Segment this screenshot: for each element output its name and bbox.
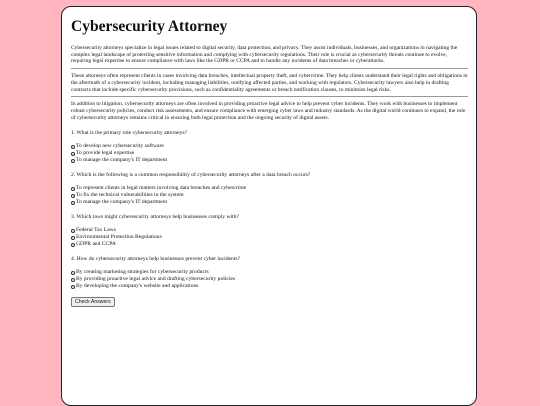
radio-button[interactable]: [71, 243, 75, 247]
radio-button[interactable]: [71, 201, 75, 205]
option-label: To represent clients in legal matters involving data breaches and cybercrime: [76, 185, 247, 192]
radio-button[interactable]: [71, 187, 75, 191]
litigation-paragraph: In addition to litigation, cybersecurity attorneys are often involved in providing proactive legal advice to help prevent cyber incidents. They work with businesses to implement robust cybersecurity policies, conduct risk assessments, and ensure compliance with emerging cyber laws and industry standards. As the digital world continues to expand, the role of cybersecurity attorneys remains critical in ensuring both legal protection and the ongoing security of digital assets.: [71, 101, 466, 121]
question-3-option-1[interactable]: [71, 227, 468, 234]
divider: [71, 68, 468, 69]
divider: [71, 96, 468, 97]
question-3-option-2[interactable]: [71, 234, 468, 241]
check-answers-button[interactable]: Check Answers: [71, 297, 115, 307]
radio-button[interactable]: [71, 278, 75, 282]
question-2-text: 2. Which is the following is a common responsibility of cybersecurity attorneys after a data breach occurs?: [71, 172, 311, 179]
question-2-option-2[interactable]: [71, 192, 468, 199]
option-label: To provide legal expertise: [76, 150, 135, 157]
question-1-text: 1. What is the primary role cybersecurity attorneys?: [71, 130, 188, 137]
option-label: GDPR and CCPA: [76, 241, 116, 248]
radio-button[interactable]: [71, 271, 75, 275]
content-card: [61, 6, 477, 406]
question-1-option-2[interactable]: [71, 150, 468, 157]
question-1-option-3[interactable]: [71, 157, 468, 164]
option-label: By providing proactive legal advice and drafting cybersecurity policies: [76, 276, 236, 283]
option-label: By creating marketing strategies for cybersecurity products: [76, 269, 209, 276]
question-3-text: 3. Which laws might cybersecurity attorneys help businesses comply with?: [71, 214, 239, 221]
option-label: To fix the technical vulnerabilities in the system: [76, 192, 184, 199]
question-3-option-3[interactable]: [71, 241, 468, 248]
radio-button[interactable]: [71, 236, 75, 240]
radio-button[interactable]: [71, 229, 75, 233]
option-label: Federal Tax Laws: [76, 227, 116, 234]
question-1-option-1[interactable]: [71, 143, 468, 150]
radio-button[interactable]: [71, 285, 75, 289]
intro-paragraph: Cybersecurity attorneys specialize in legal issues related to digital security, data protection, and privacy. They assist individuals, businesses, and organizations in navigating the complex legal landscape of protecting sensitive information and complying with cybersecurity regulations. Their role is crucial as cybersecurity threats continue to evolve, requiring legal expertise to ensure compliance with laws like the GDPR or CCPA and to handle any incidents of data breaches or cyberattacks.: [71, 45, 458, 65]
quiz: [71, 130, 468, 308]
option-label: Environmental Protection Regulations: [76, 234, 162, 241]
radio-button[interactable]: [71, 159, 75, 163]
question-4-option-3[interactable]: [71, 283, 468, 290]
radio-button[interactable]: [71, 194, 75, 198]
question-4-text: 4. How do cybersecurity attorneys help businesses prevent cyber incidents?: [71, 256, 241, 263]
radio-button[interactable]: [71, 152, 75, 156]
option-label: By developing the company's website and applications: [76, 283, 199, 290]
radio-button[interactable]: [71, 145, 75, 149]
option-label: To manage the company's IT department: [76, 157, 168, 164]
page-title: Cybersecurity Attorney: [71, 18, 228, 35]
option-label: To manage the company's IT department: [76, 199, 168, 206]
question-4-option-2[interactable]: [71, 276, 468, 283]
question-2-option-3[interactable]: [71, 199, 468, 206]
representation-paragraph: These attorneys often represent clients in cases involving data breaches, intellectual property theft, and cybercrime. They help clients understand their legal rights and obligations in the aftermath of a cybersecurity incident, including managing liabilities, notifying affected parties, and working with regulators. Cybersecurity lawyers also help in drafting contracts that include specific cybersecurity provisions, such as confidentiality agreements or breach notification clauses, to minimize legal risks.: [71, 73, 468, 93]
option-label: To develop new cybersecurity software: [76, 143, 164, 150]
